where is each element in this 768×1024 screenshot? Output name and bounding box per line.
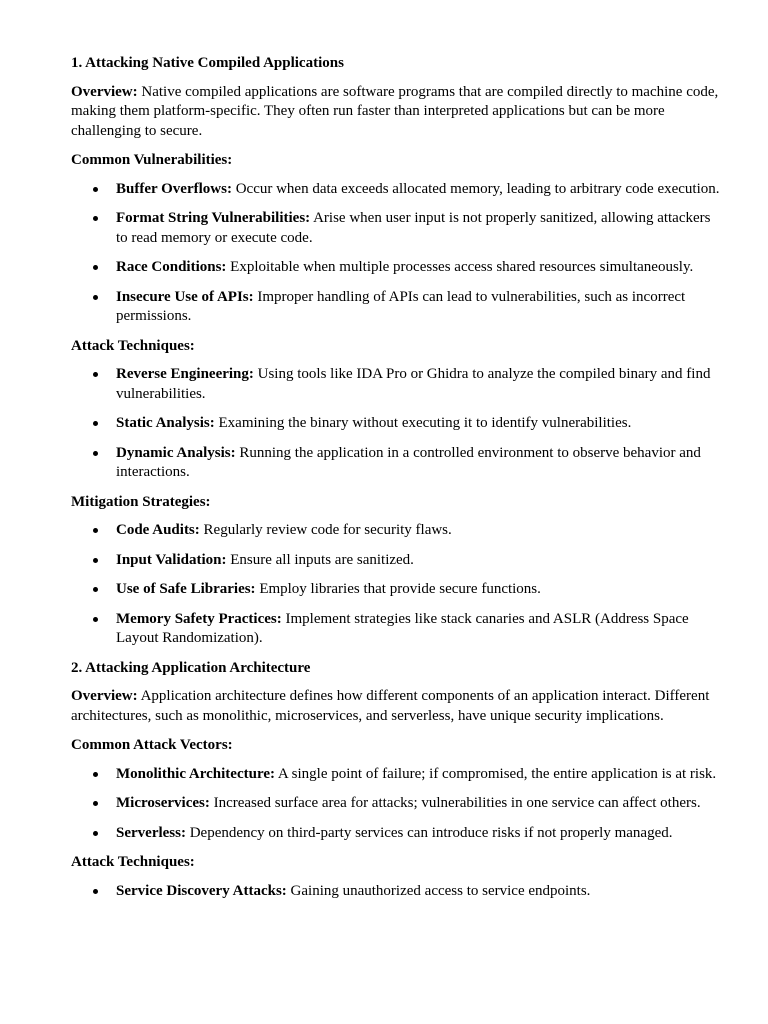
bullet-icon [93, 772, 98, 777]
list-item [71, 765, 721, 785]
section-heading: Attack Techniques: [71, 854, 195, 870]
list-item [71, 365, 721, 404]
list-item-term: Reverse Engineering: [116, 366, 254, 382]
list-item-term: Format String Vulnerabilities: [116, 210, 311, 226]
bullet-list [71, 521, 721, 649]
list-item [71, 824, 721, 844]
bullet-icon [93, 617, 98, 622]
section-heading: Common Attack Vectors: [71, 737, 233, 753]
list-item-term: Input Validation: [116, 551, 227, 568]
bullet-icon [93, 372, 98, 377]
list-item-text: Examining the binary without executing it to identify vulnerabilities. [214, 415, 632, 431]
document-body [71, 54, 721, 911]
list-item [71, 414, 721, 434]
bullet-icon [93, 801, 98, 806]
list-item-text: Regularly review code for security flaws. [199, 522, 452, 538]
list-item [71, 288, 721, 327]
bullet-icon [93, 421, 98, 426]
bullet-icon [93, 587, 98, 592]
overview-text: Native compiled applications are software programs that are compiled directly to machine code, making them platform-specific. They often run faster than interpreted applications but can be more challenging to secure. [71, 83, 719, 139]
list-item [71, 258, 721, 278]
list-item-term: Buffer Overflows: [116, 180, 232, 197]
section-heading: 2. Attacking Application Architecture [71, 659, 311, 676]
list-item [71, 209, 721, 248]
bullet-icon [93, 295, 98, 300]
list-item-term: Serverless: [116, 824, 186, 841]
list-item-text: Running the application in a controlled environment to observe behavior and interactions. [116, 444, 701, 480]
list-item [71, 521, 721, 541]
bullet-icon [93, 889, 98, 894]
list-item-term: Service Discovery Attacks: [116, 882, 287, 899]
overview-text: Application architecture defines how different components of an application interact. Different architectures, such as monolithic, microservices, and serverless, have unique security implications. [71, 688, 710, 724]
list-item-text: Employ libraries that provide secure functions. [255, 581, 541, 597]
list-item-text: Improper handling of APIs can lead to vulnerabilities, such as incorrect permissions. [116, 288, 686, 324]
list-item-text: A single point of failure; if compromised, the entire application is at risk. [275, 765, 717, 782]
bullet-list [71, 180, 721, 327]
list-item-text: Gaining unauthorized access to service endpoints. [286, 882, 591, 899]
overview-paragraph [71, 687, 721, 726]
list-item-term: Static Analysis: [116, 415, 215, 431]
bullet-icon [93, 265, 98, 270]
list-item-term: Dynamic Analysis: [116, 444, 236, 461]
list-item [71, 794, 721, 814]
list-item-text: Arise when user input is not properly sanitized, allowing attackers to read memory or execute code. [116, 210, 711, 246]
list-item-term: Monolithic Architecture: [116, 765, 275, 782]
overview-paragraph [71, 83, 721, 142]
list-item-term: Use of Safe Libraries: [116, 581, 256, 597]
bullet-icon [93, 558, 98, 563]
bullet-list [71, 765, 721, 844]
list-item [71, 580, 721, 600]
bullet-icon [93, 216, 98, 221]
list-item [71, 882, 721, 902]
list-item-text: Ensure all inputs are sanitized. [226, 551, 414, 568]
section-heading: Common Vulnerabilities: [71, 152, 233, 168]
list-item-term: Code Audits: [116, 522, 200, 538]
list-item-text: Occur when data exceeds allocated memory, leading to arbitrary code execution. [231, 180, 720, 197]
list-item [71, 180, 721, 200]
section-heading: Mitigation Strategies: [71, 493, 211, 510]
list-item-term: Insecure Use of APIs: [116, 288, 254, 305]
list-item-term: Race Conditions: [116, 259, 227, 275]
list-item-term: Memory Safety Practices: [116, 610, 282, 627]
list-item-text: Using tools like IDA Pro or Ghidra to analyze the compiled binary and find vulnerabilities. [116, 366, 711, 402]
bullet-list [71, 882, 721, 902]
bullet-icon [93, 187, 98, 192]
bullet-icon [93, 451, 98, 456]
list-item-text: Increased surface area for attacks; vulnerabilities in one service can affect others. [209, 795, 701, 811]
section-heading: 1. Attacking Native Compiled Applications [71, 55, 344, 71]
list-item-text: Exploitable when multiple processes access shared resources simultaneously. [226, 259, 694, 275]
overview-label: Overview: [71, 688, 138, 704]
list-item [71, 610, 721, 649]
bullet-icon [93, 831, 98, 836]
bullet-list [71, 365, 721, 483]
list-item-text: Implement strategies like stack canaries and ASLR (Address Space Layout Randomization). [116, 610, 689, 646]
list-item [71, 551, 721, 571]
overview-label: Overview: [71, 83, 138, 100]
section-heading: Attack Techniques: [71, 337, 195, 354]
bullet-icon [93, 528, 98, 533]
list-item-term: Microservices: [116, 795, 210, 811]
list-item-text: Dependency on third-party services can introduce risks if not properly managed. [185, 824, 673, 841]
list-item [71, 444, 721, 483]
